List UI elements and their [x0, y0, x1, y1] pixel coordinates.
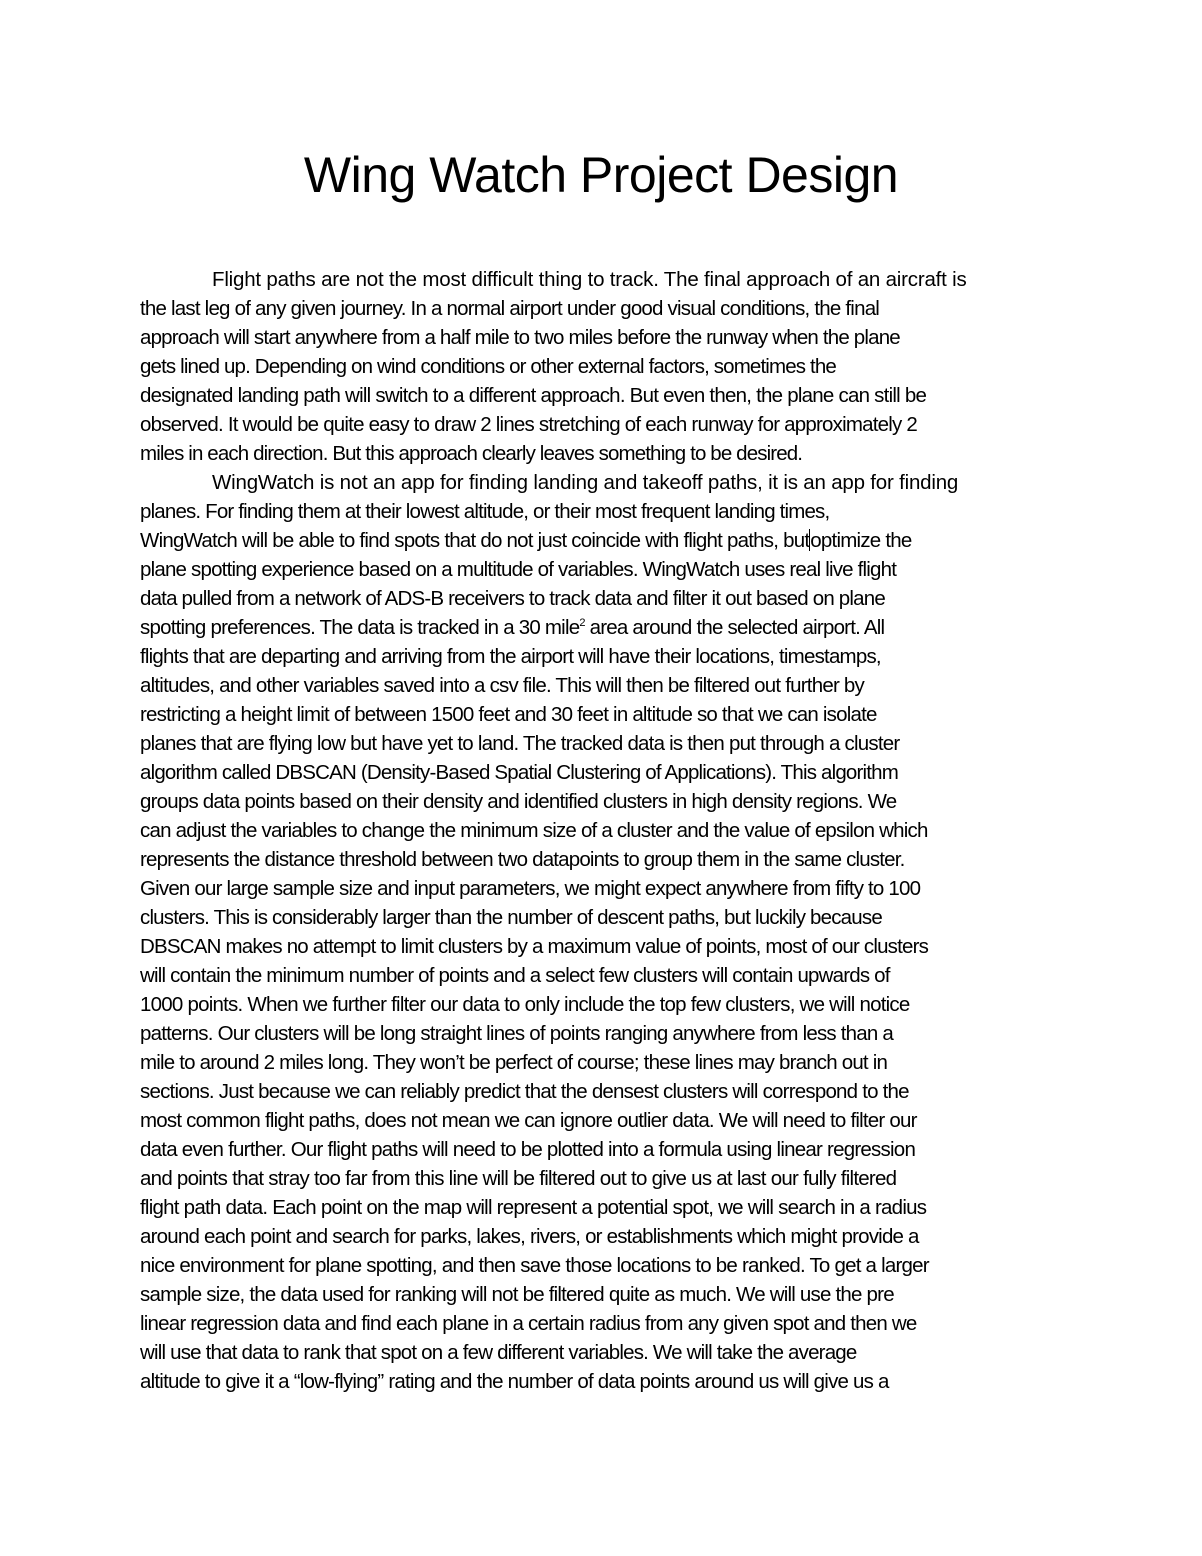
text-line: mile to around 2 miles long. They won’t be perfect of course; these lines may branch out in — [140, 1051, 888, 1074]
text-line: flight path data. Each point on the map will represent a potential spot, we will search in a radius — [140, 1196, 927, 1219]
text-line: designated landing path will switch to a different approach. But even then, the plane can still be — [140, 384, 927, 407]
text-segment: optimize the — [810, 529, 912, 552]
text-line: represents the distance threshold between two datapoints to group them in the same cluster. — [140, 848, 905, 871]
text-line: data even further. Our flight paths will need to be plotted into a formula using linear regression — [140, 1138, 916, 1161]
text-line: will use that data to rank that spot on a few different variables. We will take the average — [140, 1341, 857, 1364]
text-line: the last leg of any given journey. In a normal airport under good visual conditions, the final — [140, 297, 880, 320]
text-line: can adjust the variables to change the minimum size of a cluster and the value of epsilon which — [140, 819, 928, 842]
text-line: observed. It would be quite easy to draw 2 lines stretching of each runway for approximately 2 — [140, 413, 918, 436]
text-line: nice environment for plane spotting, and then save those locations to be ranked. To get a larger — [140, 1254, 929, 1277]
text-line: gets lined up. Depending on wind conditions or other external factors, sometimes the — [140, 355, 836, 378]
text-line: sample size, the data used for ranking will not be filtered quite as much. We will use the pre — [140, 1283, 894, 1306]
text-line: data pulled from a network of ADS-B receivers to track data and filter it out based on plane — [140, 587, 885, 610]
text-line: restricting a height limit of between 1500 feet and 30 feet in altitude so that we can isolate — [140, 703, 877, 726]
text-line: planes. For finding them at their lowest altitude, or their most frequent landing times, — [140, 500, 830, 523]
text-segment: spotting preferences. The data is tracked in a 30 mile — [140, 616, 580, 639]
text-line: patterns. Our clusters will be long straight lines of points ranging anywhere from less than a — [140, 1022, 894, 1045]
text-line: DBSCAN makes no attempt to limit clusters by a maximum value of points, most of our clusters — [140, 935, 929, 958]
text-line: algorithm called DBSCAN (Density-Based Spatial Clustering of Applications). This algorithm — [140, 761, 898, 784]
text-line: and points that stray too far from this line will be filtered out to give us at last our fully filtered — [140, 1167, 897, 1190]
text-line: linear regression data and find each plane in a certain radius from any given spot and then we — [140, 1312, 917, 1335]
text-line: groups data points based on their density and identified clusters in high density regions. We — [140, 790, 897, 813]
text-line: WingWatch is not an app for finding landing and takeoff paths, it is an app for finding — [212, 471, 959, 494]
text-line: 1000 points. When we further filter our data to only include the top few clusters, we will notice — [140, 993, 910, 1016]
text-line: sections. Just because we can reliably predict that the densest clusters will correspond to the — [140, 1080, 909, 1103]
document-body[interactable] — [140, 265, 1064, 1396]
text-line: will contain the minimum number of points and a select few clusters will contain upwards of — [140, 964, 890, 987]
text-segment: area around the selected airport. All — [584, 616, 885, 639]
text-line: most common flight paths, does not mean we can ignore outlier data. We will need to filter our — [140, 1109, 917, 1132]
text-line: flights that are departing and arriving from the airport will have their locations, timestamps, — [140, 645, 881, 668]
text-line — [68, 613, 1064, 642]
text-line: Given our large sample size and input parameters, we might expect anywhere from fifty to 100 — [140, 877, 921, 900]
text-line: planes that are flying low but have yet to land. The tracked data is then put through a cluster — [140, 732, 900, 755]
paragraph-1 — [140, 265, 1064, 468]
text-line — [68, 526, 1064, 555]
text-line: clusters. This is considerably larger than the number of descent paths, but luckily because — [140, 906, 882, 929]
text-line: miles in each direction. But this approach clearly leaves something to be desired. — [140, 442, 803, 465]
paragraph-2 — [140, 468, 1064, 1396]
text-line: Flight paths are not the most difficult thing to track. The final approach of an aircraft is — [212, 268, 967, 291]
text-line: approach will start anywhere from a half mile to two miles before the runway when the plane — [140, 326, 900, 349]
text-line: plane spotting experience based on a multitude of variables. WingWatch uses real live flight — [140, 558, 897, 581]
text-line: altitude to give it a “low-flying” rating and the number of data points around us will give us a — [140, 1370, 889, 1393]
superscript: 2 — [579, 617, 585, 629]
text-segment: WingWatch will be able to find spots that do not just coincide with flight paths, but — [140, 529, 810, 552]
text-line: altitudes, and other variables saved into a csv file. This will then be filtered out further by — [140, 674, 864, 697]
document-title: Wing Watch Project Design — [303, 147, 899, 203]
text-line: around each point and search for parks, lakes, rivers, or establishments which might provide a — [140, 1225, 919, 1248]
